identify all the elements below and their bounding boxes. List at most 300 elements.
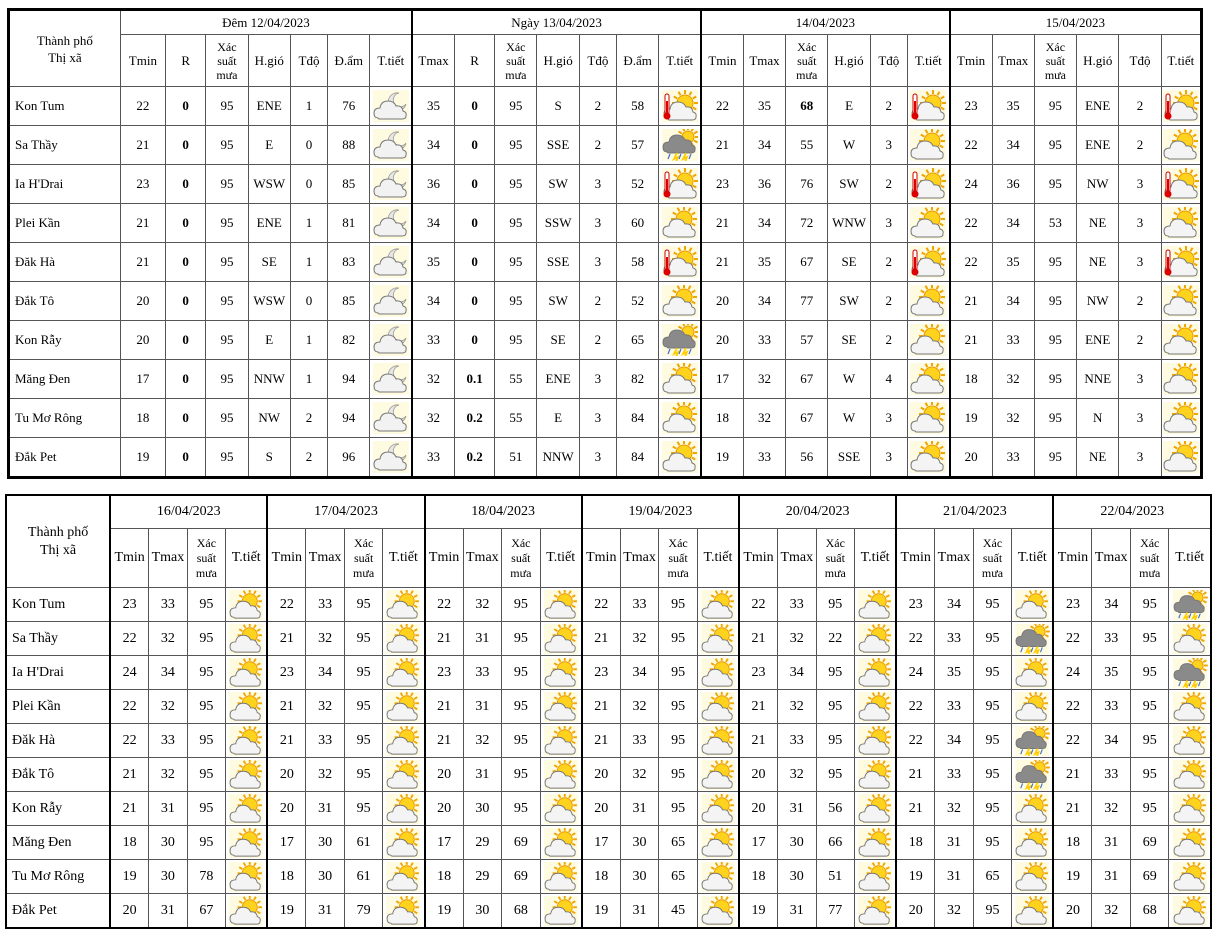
cell-value: 21	[582, 690, 621, 724]
cell-value: 34	[1092, 724, 1131, 758]
cell-value: 24	[1053, 656, 1092, 690]
weather-icon-cell	[907, 126, 949, 165]
cell-value: 21	[110, 758, 149, 792]
column-header: Tmin	[120, 35, 165, 87]
sun-cloud-icon	[662, 207, 698, 239]
cell-value: 34	[743, 282, 785, 321]
column-header: Tmax	[778, 529, 817, 588]
cell-value: 0	[166, 165, 206, 204]
cell-value: 22	[816, 622, 855, 656]
weather-icon-cell	[540, 826, 582, 860]
cell-value: 95	[495, 243, 537, 282]
column-header: Tmin	[739, 529, 778, 588]
sun-cloud-icon	[385, 794, 421, 824]
cell-value: 21	[950, 321, 992, 360]
cell-value: SSE	[828, 438, 870, 478]
cell-value: 32	[620, 758, 659, 792]
cell-value: 2	[1119, 282, 1161, 321]
cell-value: 84	[617, 399, 659, 438]
sun-cloud-icon	[385, 828, 421, 858]
column-header: Tđộ	[579, 35, 616, 87]
cell-value: 95	[206, 165, 248, 204]
cell-value: 20	[701, 321, 743, 360]
cell-value: 33	[743, 321, 785, 360]
cell-value: 21	[701, 243, 743, 282]
weather-icon-cell	[540, 588, 582, 622]
storm-icon	[1014, 726, 1050, 756]
cell-value: 95	[502, 758, 541, 792]
table-row	[6, 792, 1211, 826]
cell-value: 76	[328, 87, 370, 126]
sun-cloud-icon	[385, 658, 421, 688]
cell-value: 95	[1130, 758, 1169, 792]
sun-cloud-icon	[857, 658, 893, 688]
cell-value: 22	[110, 622, 149, 656]
weather-icon-cell	[370, 399, 412, 438]
cell-value: 95	[973, 826, 1012, 860]
column-header: T.tiết	[907, 35, 949, 87]
cell-value: 67	[187, 894, 226, 929]
cell-value: 95	[973, 792, 1012, 826]
cell-value: 22	[1053, 622, 1092, 656]
date-header: 19/04/2023	[582, 495, 739, 529]
cell-value: E	[537, 399, 579, 438]
weather-icon-cell	[226, 724, 268, 758]
cell-value: 82	[617, 360, 659, 399]
cell-value: 95	[659, 622, 698, 656]
forecast-table-days-16-22	[5, 494, 1212, 929]
cell-value: 19	[120, 438, 165, 478]
cell-value: 95	[1034, 87, 1076, 126]
weather-icon-cell	[226, 588, 268, 622]
sun-cloud-icon	[1172, 726, 1208, 756]
cell-value: 29	[463, 860, 502, 894]
column-header: Tmin	[701, 35, 743, 87]
cell-value: 34	[306, 656, 345, 690]
cell-value: 0	[454, 204, 494, 243]
cell-value: 0	[290, 165, 327, 204]
cell-value: 95	[659, 758, 698, 792]
weather-icon-cell	[1161, 204, 1201, 243]
cell-value: 31	[935, 860, 974, 894]
city-name: Đắk Tô	[9, 282, 121, 321]
cell-value: 95	[973, 894, 1012, 929]
cell-value: S	[537, 87, 579, 126]
hot-icon	[662, 168, 698, 200]
column-header: Tmax	[743, 35, 785, 87]
night-cloud-icon	[373, 168, 409, 200]
weather-icon-cell	[383, 894, 425, 929]
cell-value: 31	[463, 758, 502, 792]
cell-value: 20	[582, 792, 621, 826]
cell-value: 21	[425, 622, 464, 656]
table-row	[6, 894, 1211, 929]
cell-value: 65	[659, 860, 698, 894]
weather-icon-cell	[383, 758, 425, 792]
city-name: Đắk Pet	[6, 894, 110, 929]
weather-icon-cell	[697, 792, 739, 826]
weather-icon-cell	[1161, 126, 1201, 165]
sun-cloud-icon	[1014, 896, 1050, 926]
cell-value: 21	[110, 792, 149, 826]
weather-icon-cell	[659, 438, 701, 478]
cell-value: 32	[463, 588, 502, 622]
column-header: T.tiết	[383, 529, 425, 588]
date-header: 22/04/2023	[1053, 495, 1211, 529]
cell-value: 95	[187, 724, 226, 758]
city-name: Kon Rẫy	[6, 792, 110, 826]
cell-value: 69	[502, 826, 541, 860]
weather-icon-cell	[697, 894, 739, 929]
sun-cloud-icon	[1172, 794, 1208, 824]
cell-value: NNW	[248, 360, 290, 399]
weather-icon-cell	[855, 826, 897, 860]
cell-value: 21	[582, 724, 621, 758]
sun-cloud-icon	[385, 590, 421, 620]
hot-icon	[1163, 168, 1199, 200]
cell-value: SW	[828, 165, 870, 204]
cell-value: 23	[267, 656, 306, 690]
cell-value: SW	[537, 165, 579, 204]
cell-value: 32	[992, 360, 1034, 399]
cell-value: 35	[412, 87, 454, 126]
cell-value: 32	[778, 758, 817, 792]
cell-value: 3	[870, 399, 907, 438]
column-header: T.tiết	[540, 529, 582, 588]
weather-icon-cell	[1161, 165, 1201, 204]
cell-value: 20	[1053, 894, 1092, 929]
city-name: Plei Kần	[9, 204, 121, 243]
weather-icon-cell	[1169, 826, 1211, 860]
cell-value: 33	[620, 724, 659, 758]
weather-icon-cell	[1169, 758, 1211, 792]
column-header: T.tiết	[1161, 35, 1201, 87]
cell-value: 3	[1119, 438, 1161, 478]
cell-value: 95	[187, 588, 226, 622]
cell-value: 18	[896, 826, 935, 860]
cell-value: 0	[166, 360, 206, 399]
column-header: Tmin	[950, 35, 992, 87]
cell-value: 32	[778, 622, 817, 656]
table-row	[9, 126, 1202, 165]
cell-value: 95	[659, 792, 698, 826]
sun-cloud-icon	[857, 862, 893, 892]
cell-value: 17	[425, 826, 464, 860]
city-name: Kon Tum	[9, 87, 121, 126]
cell-value: 21	[950, 282, 992, 321]
cell-value: SE	[828, 321, 870, 360]
sun-cloud-icon	[385, 862, 421, 892]
cell-value: 31	[306, 792, 345, 826]
weather-icon-cell	[1012, 894, 1054, 929]
weather-icon-cell	[907, 165, 949, 204]
cell-value: 95	[206, 126, 248, 165]
weather-icon-cell	[1012, 792, 1054, 826]
cell-value: 51	[495, 438, 537, 478]
cell-value: 21	[701, 126, 743, 165]
period-header: 15/04/2023	[950, 10, 1202, 35]
cell-value: 32	[620, 690, 659, 724]
night-cloud-icon	[373, 207, 409, 239]
column-header: H.gió	[248, 35, 290, 87]
weather-icon-cell	[226, 622, 268, 656]
sun-cloud-icon	[857, 624, 893, 654]
cell-value: 23	[950, 87, 992, 126]
cell-value: 2	[870, 321, 907, 360]
night-cloud-icon	[373, 246, 409, 278]
cell-value: 2	[870, 243, 907, 282]
cell-value: 94	[328, 360, 370, 399]
weather-icon-cell	[1161, 243, 1201, 282]
weather-icon-cell	[226, 792, 268, 826]
sun-cloud-icon	[228, 760, 264, 790]
sun-cloud-icon	[543, 862, 579, 892]
column-header: H.gió	[537, 35, 579, 87]
cell-value: 1	[290, 243, 327, 282]
weather-icon-cell	[370, 126, 412, 165]
cell-value: 23	[425, 656, 464, 690]
column-header: T.tiết	[226, 529, 268, 588]
cell-value: 1	[290, 204, 327, 243]
cell-value: 22	[110, 690, 149, 724]
cell-value: 32	[743, 399, 785, 438]
cell-value: 95	[344, 656, 383, 690]
cell-value: SSE	[537, 126, 579, 165]
cell-value: 33	[992, 438, 1034, 478]
weather-icon-cell	[1012, 758, 1054, 792]
cell-value: 21	[1053, 758, 1092, 792]
weather-icon-cell	[1012, 826, 1054, 860]
cell-value: 22	[110, 724, 149, 758]
cell-value: 95	[344, 724, 383, 758]
sun-cloud-icon	[228, 794, 264, 824]
cell-value: 35	[992, 243, 1034, 282]
sun-cloud-icon	[228, 590, 264, 620]
cell-value: 95	[1130, 724, 1169, 758]
forecast-table-days-12-15	[7, 8, 1203, 479]
city-name: Tu Mơ Rông	[9, 399, 121, 438]
cell-value: 30	[620, 860, 659, 894]
column-header: T.tiết	[370, 35, 412, 87]
cell-value: 21	[425, 724, 464, 758]
cell-value: 2	[1119, 321, 1161, 360]
cell-value: 34	[778, 656, 817, 690]
sun-cloud-icon	[228, 624, 264, 654]
cell-value: 31	[778, 792, 817, 826]
storm-icon	[1014, 760, 1050, 790]
column-header: Xác suất mưa	[659, 529, 698, 588]
cell-value: 65	[617, 321, 659, 360]
sun-cloud-icon	[910, 285, 946, 317]
cell-value: 33	[992, 321, 1034, 360]
column-header: Xác suất mưa	[1034, 35, 1076, 87]
weather-icon-cell	[659, 360, 701, 399]
weather-icon-cell	[659, 165, 701, 204]
cell-value: 22	[701, 87, 743, 126]
storm-icon	[662, 129, 698, 161]
cell-value: E	[248, 321, 290, 360]
sun-cloud-icon	[543, 590, 579, 620]
table-row	[6, 588, 1211, 622]
cell-value: 35	[935, 656, 974, 690]
column-header: Tmax	[620, 529, 659, 588]
cell-value: 81	[328, 204, 370, 243]
cell-value: 95	[816, 690, 855, 724]
cell-value: 30	[306, 860, 345, 894]
sun-cloud-icon	[1014, 692, 1050, 722]
cell-value: 69	[1130, 860, 1169, 894]
sun-cloud-icon	[1172, 624, 1208, 654]
hot-icon	[910, 90, 946, 122]
sun-cloud-icon	[1163, 207, 1199, 239]
table-row	[6, 758, 1211, 792]
cell-value: 95	[344, 792, 383, 826]
weather-icon-cell	[383, 690, 425, 724]
sun-cloud-icon	[700, 624, 736, 654]
sun-cloud-icon	[543, 794, 579, 824]
cell-value: 30	[149, 826, 188, 860]
weather-icon-cell	[1169, 588, 1211, 622]
cell-value: 32	[1092, 894, 1131, 929]
sun-cloud-icon	[1014, 590, 1050, 620]
cell-value: 36	[743, 165, 785, 204]
period-header: Ngày 13/04/2023	[412, 10, 701, 35]
cell-value: 3	[870, 204, 907, 243]
sun-cloud-icon	[1172, 828, 1208, 858]
night-cloud-icon	[373, 90, 409, 122]
cell-value: 32	[935, 894, 974, 929]
cell-value: 32	[149, 758, 188, 792]
storm-icon	[1014, 624, 1050, 654]
cell-value: 33	[743, 438, 785, 478]
cell-value: WSW	[248, 165, 290, 204]
cell-value: 3	[579, 243, 616, 282]
weather-icon-cell	[907, 204, 949, 243]
cell-value: 0	[454, 282, 494, 321]
cell-value: 18	[582, 860, 621, 894]
weather-icon-cell	[226, 860, 268, 894]
weather-icon-cell	[1012, 860, 1054, 894]
cell-value: N	[1077, 399, 1119, 438]
cell-value: 57	[617, 126, 659, 165]
cell-value: 77	[816, 894, 855, 929]
sun-cloud-icon	[700, 828, 736, 858]
cell-value: 95	[659, 588, 698, 622]
cell-value: 30	[149, 860, 188, 894]
weather-icon-cell	[855, 622, 897, 656]
cell-value: 0	[454, 165, 494, 204]
cell-value: 3	[870, 126, 907, 165]
weather-icon-cell	[907, 360, 949, 399]
cell-value: 32	[778, 690, 817, 724]
cell-value: 0	[166, 87, 206, 126]
cell-value: 95	[495, 165, 537, 204]
cell-value: 30	[620, 826, 659, 860]
sun-cloud-icon	[1163, 363, 1199, 395]
cell-value: 61	[344, 826, 383, 860]
cell-value: 22	[896, 724, 935, 758]
cell-value: 95	[1034, 360, 1076, 399]
weather-icon-cell	[907, 438, 949, 478]
sun-cloud-icon	[857, 726, 893, 756]
cell-value: 95	[659, 656, 698, 690]
sun-cloud-icon	[228, 658, 264, 688]
cell-value: 0	[166, 282, 206, 321]
night-cloud-icon	[373, 363, 409, 395]
cell-value: 34	[743, 204, 785, 243]
cell-value: 77	[786, 282, 828, 321]
cell-value: 3	[579, 204, 616, 243]
cell-value: 32	[463, 724, 502, 758]
cell-value: NW	[248, 399, 290, 438]
cell-value: 95	[816, 656, 855, 690]
cell-value: 22	[896, 622, 935, 656]
cell-value: 45	[659, 894, 698, 929]
column-header: Tmax	[463, 529, 502, 588]
cell-value: 82	[328, 321, 370, 360]
cell-value: 3	[1119, 360, 1161, 399]
column-header: T.tiết	[1169, 529, 1211, 588]
table-row	[6, 724, 1211, 758]
cell-value: 17	[582, 826, 621, 860]
cell-value: 53	[1034, 204, 1076, 243]
cell-value: NNE	[1077, 360, 1119, 399]
cell-value: 3	[579, 399, 616, 438]
cell-value: 21	[701, 204, 743, 243]
cell-value: 31	[463, 622, 502, 656]
cell-value: 95	[344, 758, 383, 792]
cell-value: NE	[1077, 243, 1119, 282]
cell-value: 96	[328, 438, 370, 478]
cell-value: SE	[537, 321, 579, 360]
weather-icon-cell	[383, 622, 425, 656]
cell-value: 21	[120, 204, 165, 243]
sun-cloud-icon	[700, 794, 736, 824]
cell-value: 95	[344, 690, 383, 724]
sun-cloud-icon	[543, 692, 579, 722]
sun-cloud-icon	[910, 441, 946, 473]
column-header: Xác suất mưa	[973, 529, 1012, 588]
cell-value: E	[248, 126, 290, 165]
cell-value: 23	[110, 588, 149, 622]
weather-icon-cell	[370, 204, 412, 243]
weather-icon-cell	[855, 656, 897, 690]
table-row	[6, 690, 1211, 724]
cell-value: 3	[579, 438, 616, 478]
cell-value: 67	[786, 243, 828, 282]
column-header: Xác suất mưa	[502, 529, 541, 588]
cell-value: 95	[973, 690, 1012, 724]
weather-icon-cell	[1161, 399, 1201, 438]
cell-value: 57	[786, 321, 828, 360]
sun-cloud-icon	[385, 896, 421, 926]
night-cloud-icon	[373, 285, 409, 317]
cell-value: ENE	[1077, 87, 1119, 126]
cell-value: 95	[973, 656, 1012, 690]
cell-value: 18	[739, 860, 778, 894]
cell-value: 20	[425, 758, 464, 792]
weather-icon-cell	[540, 792, 582, 826]
cell-value: 3	[1119, 204, 1161, 243]
cell-value: 32	[620, 622, 659, 656]
cell-value: 32	[306, 622, 345, 656]
night-cloud-icon	[373, 441, 409, 473]
cell-value: 95	[1130, 588, 1169, 622]
sun-cloud-icon	[910, 207, 946, 239]
cell-value: 33	[1092, 758, 1131, 792]
column-header: Tmin	[582, 529, 621, 588]
sun-cloud-icon	[700, 590, 736, 620]
